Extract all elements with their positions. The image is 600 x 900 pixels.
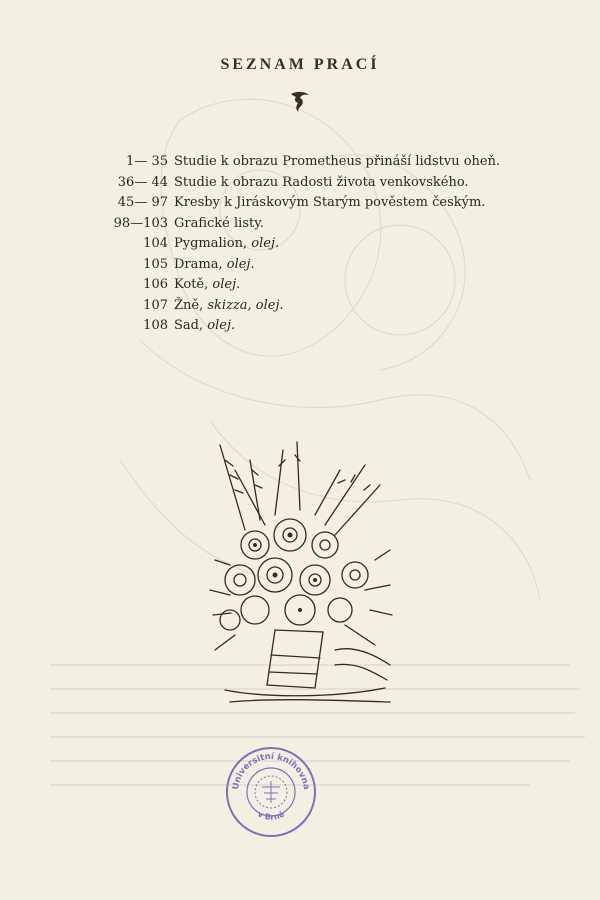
- work-row: [96, 316, 536, 337]
- work-title: Žně,: [174, 297, 204, 313]
- work-row: [96, 173, 536, 194]
- work-technique: olej.: [226, 256, 255, 272]
- ornament-icon: [287, 90, 313, 112]
- library-stamp: [224, 745, 318, 839]
- work-row: [96, 152, 536, 173]
- work-number: 107: [143, 297, 168, 313]
- work-title: Studie k obrazu Radosti života venkovského.: [174, 174, 469, 190]
- work-title: Pygmalion,: [174, 236, 248, 251]
- stamp-outer-text: Universitní knihovna: [230, 751, 311, 791]
- work-title: Grafické listy.: [174, 215, 264, 231]
- work-technique: olej.: [207, 318, 236, 333]
- work-row: [96, 255, 536, 276]
- work-technique: skizza, olej.: [207, 297, 284, 313]
- svg-text:v Brně: [256, 808, 286, 821]
- work-number: 108: [143, 318, 168, 333]
- page-title: SEZNAM PRACÍ: [220, 56, 380, 73]
- work-row: [96, 296, 536, 317]
- work-row: [96, 275, 536, 296]
- work-number: 106: [143, 277, 168, 292]
- work-number: 105: [143, 256, 168, 272]
- work-row: [96, 234, 536, 255]
- stamp-bottom-text: v Brně: [256, 809, 286, 822]
- works-list: [96, 152, 536, 337]
- work-row: [96, 214, 536, 235]
- work-number: 98—103: [113, 215, 168, 231]
- flower-vase-illustration: [205, 440, 395, 705]
- work-technique: olej.: [212, 277, 241, 292]
- work-title: Drama,: [174, 256, 223, 272]
- work-number: 45— 97: [117, 195, 168, 210]
- work-number: 1— 35: [126, 154, 168, 169]
- work-technique: olej.: [251, 236, 280, 251]
- work-title: Studie k obrazu Prometheus přináší lidstvu oheň.: [174, 154, 501, 169]
- work-row: [96, 193, 536, 214]
- work-title: Kresby k Jiráskovým Starým pověstem českým.: [174, 195, 486, 210]
- work-number: 104: [143, 236, 168, 251]
- work-number: 36— 44: [117, 174, 168, 190]
- work-title: Kotě,: [174, 277, 209, 292]
- work-title: Sad,: [174, 318, 204, 333]
